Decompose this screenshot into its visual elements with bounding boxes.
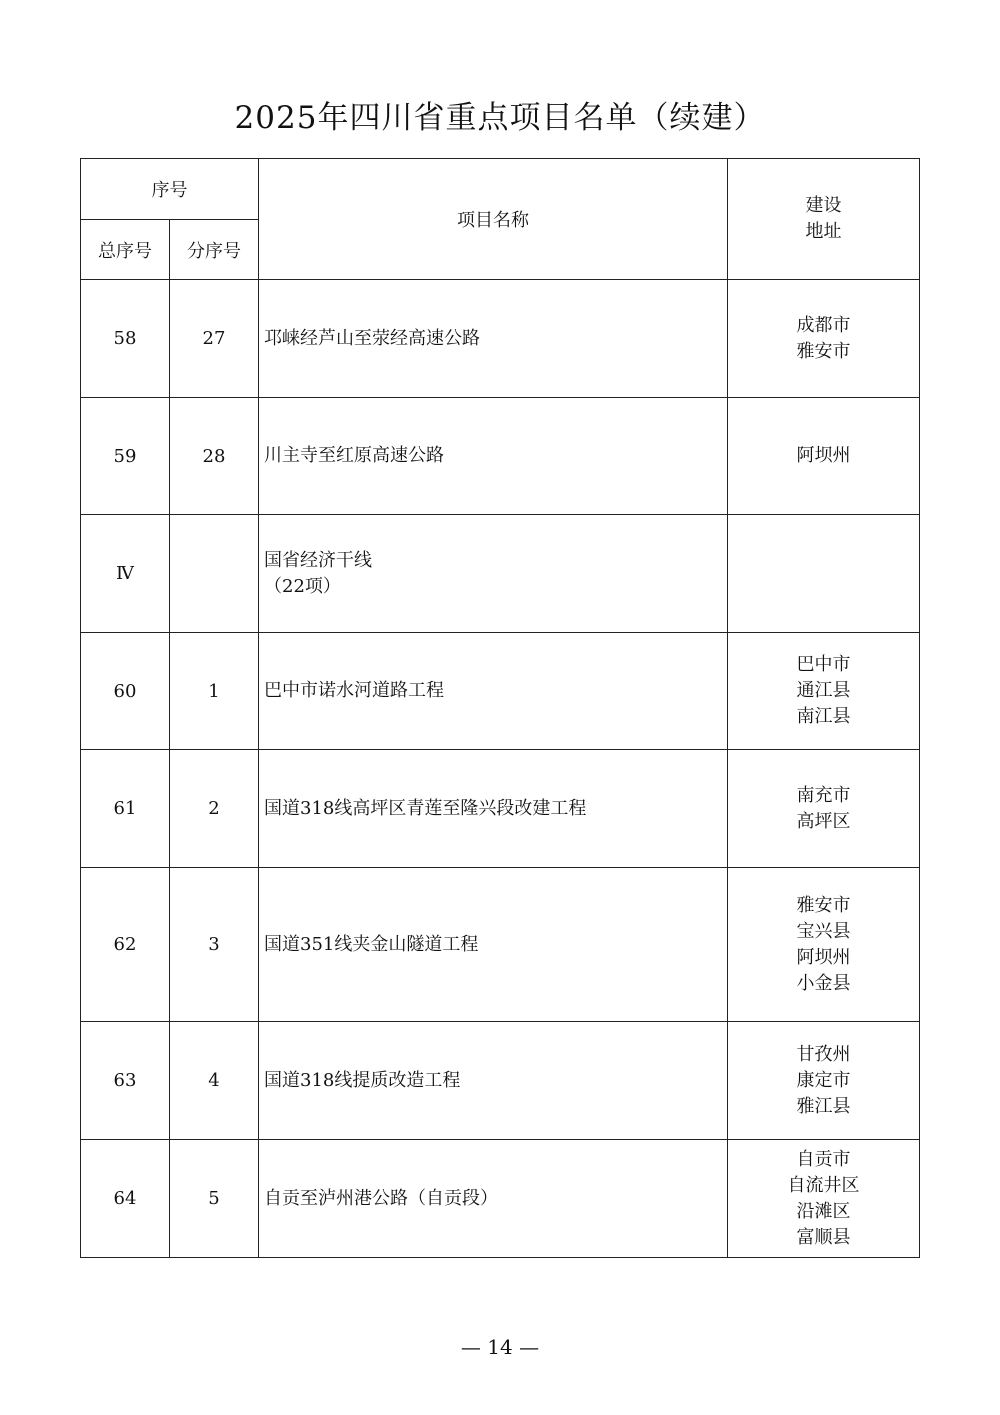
project-name-cell [259, 1022, 728, 1140]
location-cell [728, 750, 920, 868]
location-line: 成都市 [796, 314, 851, 336]
project-name-line: 国道318线提质改造工程 [264, 1069, 461, 1091]
location-cell [728, 633, 920, 750]
sub-serial-cell: 5 [170, 1140, 259, 1258]
project-name-line: 国道318线高坪区青莲至隆兴段改建工程 [264, 797, 587, 819]
location-line: 宝兴县 [796, 920, 851, 942]
sub-serial-cell: 2 [170, 750, 259, 868]
header-total-no: 总序号 [81, 220, 170, 280]
table-row [81, 515, 920, 633]
header-project-name: 项目名称 [259, 159, 728, 280]
project-name-line: 川主寺至红原高速公路 [264, 445, 444, 466]
project-name-line: 邛崃经芦山至荥经高速公路 [264, 327, 480, 349]
page-title: 2025年四川省重点项目名单（续建） [234, 100, 766, 136]
project-name-line: 国省经济干线 [264, 549, 372, 571]
location-cell [728, 1022, 920, 1140]
sub-serial-cell [170, 515, 259, 633]
project-table [80, 158, 920, 1258]
header-location [728, 159, 920, 280]
location-line: 南充市 [796, 784, 851, 806]
location-line: 沿滩区 [796, 1200, 851, 1222]
project-name-cell [259, 515, 728, 633]
sub-serial-cell: 28 [170, 398, 259, 515]
location-line: 自流井区 [787, 1174, 860, 1196]
sub-serial-cell: 27 [170, 280, 259, 398]
total-serial-cell: 63 [81, 1022, 170, 1140]
page-number: — 14 — [460, 1335, 540, 1359]
project-name-line: 自贡至泸州港公路（自贡段） [264, 1187, 498, 1209]
table-row [81, 750, 920, 868]
table-row [81, 398, 920, 515]
total-serial-cell: 58 [81, 280, 170, 398]
total-serial-cell: 59 [81, 398, 170, 515]
sub-serial-cell: 4 [170, 1022, 259, 1140]
table-header [81, 159, 920, 280]
location-line: 自贡市 [796, 1148, 851, 1170]
location-cell [728, 868, 920, 1022]
total-serial-cell: 61 [81, 750, 170, 868]
location-line: 雅安市 [796, 340, 851, 362]
location-cell [728, 1140, 920, 1258]
project-name-line: 国道351线夹金山隧道工程 [264, 933, 479, 955]
project-name-cell [259, 1140, 728, 1258]
location-line: 富顺县 [796, 1226, 851, 1248]
project-name-line: 巴中市诺水河道路工程 [264, 680, 444, 701]
total-serial-cell: 62 [81, 868, 170, 1022]
location-line: 通江县 [796, 680, 851, 701]
table-row [81, 633, 920, 750]
location-line: 阿坝州 [796, 445, 851, 466]
table-row [81, 1140, 920, 1258]
header-serial-group: 序号 [81, 159, 259, 220]
table-body [81, 280, 920, 1258]
project-name-cell [259, 868, 728, 1022]
total-serial-cell: 64 [81, 1140, 170, 1258]
project-name-cell [259, 633, 728, 750]
location-line: 雅安市 [796, 894, 851, 916]
header-location-line2: 地址 [805, 221, 842, 242]
project-name-cell [259, 750, 728, 868]
location-line: 高坪区 [796, 810, 851, 832]
project-name-cell [259, 280, 728, 398]
table-row [81, 280, 920, 398]
location-cell [728, 515, 920, 633]
location-line: 雅江县 [796, 1095, 851, 1117]
sub-serial-cell: 1 [170, 633, 259, 750]
table-row [81, 868, 920, 1022]
sub-serial-cell: 3 [170, 868, 259, 1022]
project-name-line: （22项） [264, 575, 341, 597]
location-line: 阿坝州 [796, 946, 851, 968]
total-serial-cell: Ⅳ [81, 515, 170, 633]
header-location-line1: 建设 [805, 195, 842, 216]
location-line: 康定市 [796, 1069, 851, 1091]
location-line: 甘孜州 [796, 1043, 851, 1065]
table-row [81, 1022, 920, 1140]
location-line: 南江县 [796, 706, 851, 727]
location-line: 巴中市 [796, 654, 851, 675]
location-line: 小金县 [796, 972, 851, 994]
total-serial-cell: 60 [81, 633, 170, 750]
project-name-cell [259, 398, 728, 515]
location-cell [728, 280, 920, 398]
location-cell [728, 398, 920, 515]
header-sub-no: 分序号 [170, 220, 259, 280]
